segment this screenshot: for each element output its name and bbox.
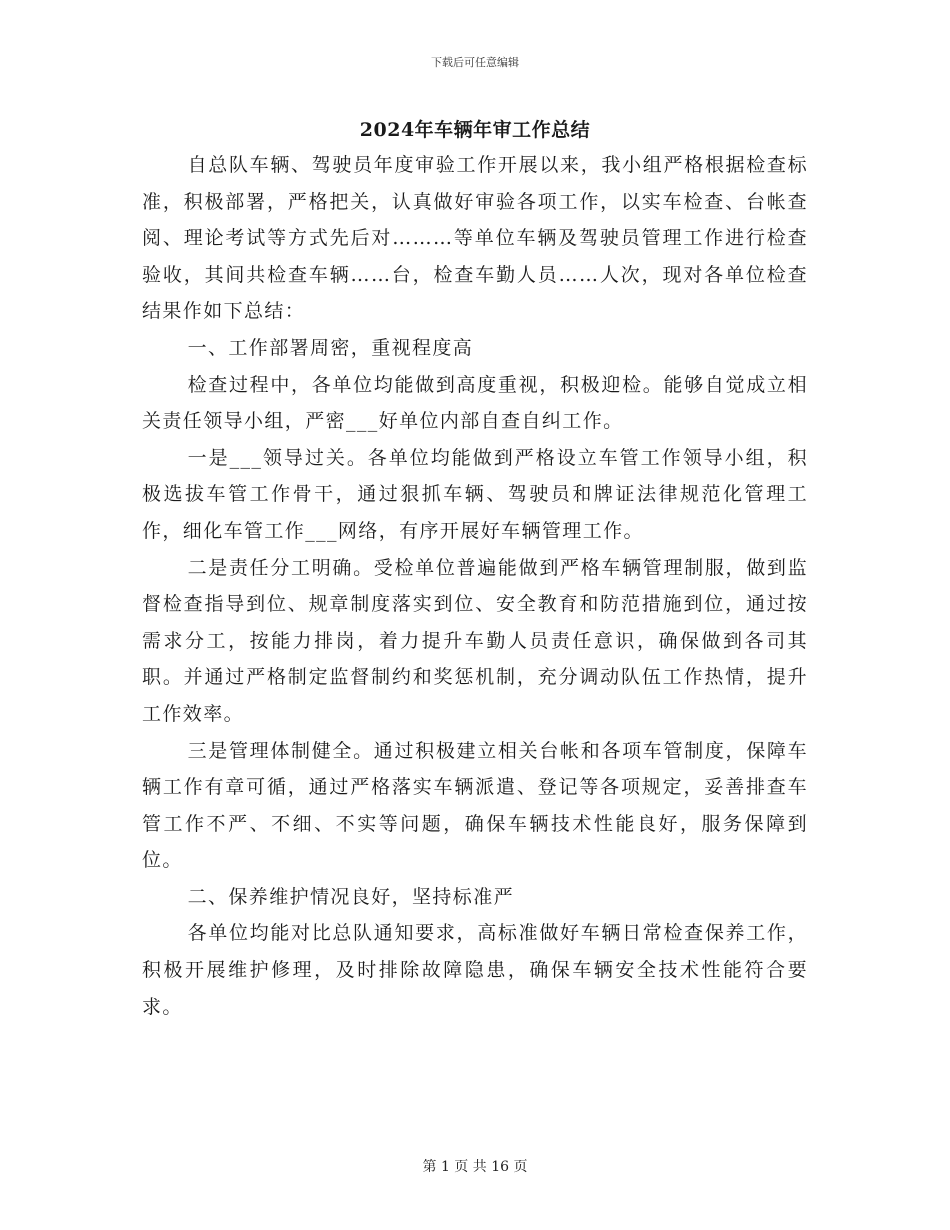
paragraph: 一是___领导过关。各单位均能做到严格设立车管工作领导小组，积极选拔车管工作骨干，通过狠抓车辆、驾驶员和牌证法律规范化管理工作，细化车管工作___网络，有序开展好车辆管理工作。 — [142, 446, 808, 542]
section-heading-1: 一、工作部署周密，重视程度高 — [187, 336, 474, 359]
paragraph: 二是责任分工明确。受检单位普遍能做到严格车辆管理制服，做到监督检查指导到位、规章制度落实到位、安全教育和防范措施到位，通过按需求分工，按能力排岗，着力提升车勤人员责任意识，确保做到各司其职。并通过严格制定监督制约和奖惩机制，充分调动队伍工作热情，提升工作效率。 — [142, 556, 808, 725]
document-title: 2024年车辆年审工作总结 — [359, 119, 591, 141]
header-note: 下载后可任意编辑 — [431, 56, 519, 69]
paragraph: 三是管理体制健全。通过积极建立相关台帐和各项车管制度，保障车辆工作有章可循，通过严格落实车辆派遣、登记等各项规定，妥善排查车管工作不严、不细、不实等问题，确保车辆技术性能良好，服务保障到位。 — [142, 739, 808, 872]
document-body — [142, 147, 808, 1025]
page-footer: 第 1 页 共 16 页 — [422, 1159, 528, 1175]
paragraph: 检查过程中，各单位均能做到高度重视，积极迎检。能够自觉成立相关责任领导小组，严密___好单位内部自查自纠工作。 — [142, 373, 808, 433]
section-heading-2: 二、保养维护情况良好，坚持标准严 — [187, 885, 514, 908]
paragraph-intro: 自总队车辆、驾驶员年度审验工作开展以来，我小组严格根据检查标准，积极部署，严格把关，认真做好审验各项工作，以实车检查、台帐查阅、理论考试等方式先后对………等单位车辆及驾驶员管理工作进行检查验收，其间共检查车辆……台，检查车勤人员……人次，现对各单位检查结果作如下总结： — [142, 154, 808, 323]
paragraph: 各单位均能对比总队通知要求，高标准做好车辆日常检查保养工作，积极开展维护修理，及时排除故障隐患，确保车辆安全技术性能符合要求。 — [142, 922, 808, 1018]
